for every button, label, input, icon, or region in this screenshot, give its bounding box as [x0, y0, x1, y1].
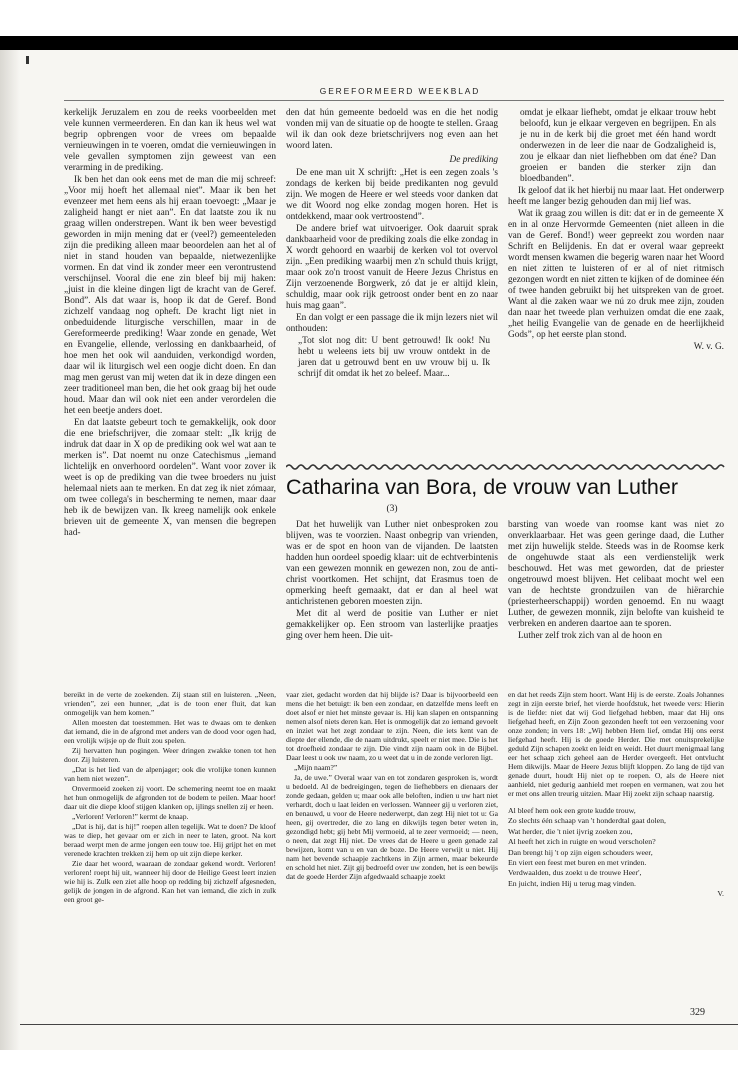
paragraph: En dat laatste gebeurt toch te gemakkelijk, ook door die ene briefschrijver, die zomaar stelt: „Ik krijg de indruk dat daar in X op de prediking ook wel wat aan te merken is”. Dat noemt nu onze Catechismus „iemand lichtelijk en onverhoord oordelen”. Want voor zover ik weet is op de prediking van die twee broeders nu juist helemaal niets aan te merken. En dat zeg ik niet zómaar, om twee collega's in bescherming te nemen, maar daar heb ik de bewijzen van. Ik kreeg namelijk ook enkele brieven uit de gemeente X, van mensen die begrepen had- — [64, 418, 276, 538]
story-signature: V. — [717, 889, 724, 899]
paragraph: kerkelijk Jeruzalem en zou de reeks voorbeelden met vele kunnen vermeerderen. En dan kan ik heus wel wat begrip opbrengen voor de vrees om bepaalde vernieuwingen in te voeren, omdat die vernieuwingen in vele gevallen symptomen zijn geweest van een verarming in de prediking. — [64, 108, 276, 173]
paragraph: Wat ik graag zou willen is dit: dat er in de gemeente X en in al onze Hervormde Gemeenten (niet alleen in die van de Geref. Bond!) weer gepreekt zou worden naar Schrift en Belijdenis. En dat er overal waar gepreekt wordt mensen kwamen die begerig waren naar het Woord en niet zitten te luisteren of er al of niet ritmisch gezongen wordt en niet zitten te kijken of de dominee één of twee handen gebruikt bij het uitspreken van de groet. Want al die zaken waar we nú zo druk mee zijn, zouden dan naar het tweede plan verhuizen omdat die ene zaak, „het heilig Evangelie van de genade en de heerlijkheid Gods”, op het eerste plan stond. — [508, 209, 724, 340]
block-quote: „Tot slot nog dit: U bent getrouwd! Ik ook! Nu hebt u weleens iets bij uw vrouw ontdekt in de jaren dat u getrouwd bent en uw vrouw bij u. Ik schrijf dit omdat ik het zo beleef. Maar... — [298, 336, 490, 379]
page-bottom-edge — [20, 1024, 738, 1025]
page-number: 329 — [690, 1007, 705, 1018]
paragraph: De ene man uit X schrijft: „Het is een zegen zoals 's zondags de kerken bij beide predikanten nog gevuld zijn. We mogen de Heere er wel steeds voor danken dat we dit Woord nog elke zondag mogen horen. Het is ontdekkend, maar ook vertroostend”. — [286, 168, 498, 222]
article-part-number: (3) — [386, 504, 398, 514]
scan-top-border — [0, 36, 738, 50]
paragraph: Zie daar het woord, waaraan de zondaar gekend wordt. Verloren! verloren! roept hij uit, wanneer hij door de Heilige Geest leert inzien wie hij is. Zulk een ziet alle hoop op redding bij zichzelf afgesneden, gelijk de jongen in de afgrond. Kan het van iemand, die zich in zulk een groot ge- — [64, 859, 276, 904]
scan-mark — [26, 56, 29, 64]
poem-line: En juicht, indien Hij u terug mag vinden. — [508, 878, 636, 888]
page-binding-shadow — [0, 50, 20, 1050]
section-subhead: De prediking — [449, 155, 498, 165]
poem-line: En viert een feest met buren en met vrinden. — [508, 858, 647, 868]
story-column-3 — [508, 690, 724, 900]
running-header: GEREFORMEERD WEEKBLAD — [319, 86, 481, 96]
story-column-1 — [64, 690, 276, 905]
paragraph: Ik geloof dat ik het hierbij nu maar laat. Het onderwerp heeft me langer bezig gehouden dan mij lief was. — [508, 186, 724, 207]
story-column-2 — [286, 690, 498, 882]
paragraph: den dat hún gemeente bedoeld was en die het nodig vonden mij van de situatie op de hoogte te stellen. Graag wil ik dan ook deze brietschrijvers nog even aan het woord laten. — [286, 108, 498, 151]
paragraph: De andere brief wat uitvoeriger. Ook daaruit sprak dankbaarheid voor de prediking zoals die elke zondag in X wordt gehoord en waarbij de kerken vol tot overvol zijn. „Een prediking waarbij men z'n schuld thuis krijgt, maar ook zo'n troost vanuit de Heere Jezus Christus en Zijn verzoenende Borgwerk, zó dat je er altijd klein, schuldig, maar ook rijk getroost onder bent en zo naar huis mag gaan”. — [286, 224, 498, 311]
paragraph: „Dat is hij, dat is hij!” roepen allen tegelijk. Wat te doen? De kloof was te diep, het gevaar om er zich in neer te laten, groot. Na kort beraad werpt men de arme jongen een touw toe. Hij grijpt het en met verenede krachten trekken zij hem op uit zijn diepe kerker. — [64, 822, 276, 858]
poem-line: Zo slechts één schaap van 't honderdtal gaat dolen, — [508, 816, 666, 826]
paragraph: Onvermoeid zoeken zij voort. De schemering neemt toe en maakt het hun onmogelijk de afgronden tot de bodem te peilen. Maar hoor! daar uit die diepe kloof stijgen klanken op, ijlings snellen zij er heen. — [64, 784, 276, 811]
paragraph: Ja, de uwe.” Overal waar van en tot zondaren gesproken is, wordt u bedoeld. Al de bedreigingen, tegen de liefhebbers en dienaars der zonde gedaan, gelden u; maar ook alle beloften, indien u uw hart niet verhardt, doch u laat leiden en verlossen. Wanneer gij u verloren ziet, en benauwd, u voor de Heere nederwerpt, dan zegt Hij niet tot u: Ga heen, gij overtreder, die zo lang en dikwijls tegen beter weten in, gezondigd hebt; gij hebt Mij vermoeid, al te zeer vermoeid; — neen, o neen, dat zegt Hij niet. De vrees dat de Heere u geen genade zal bewijzen, komt van u en van de boze. De Heere verwijt u niet. Hij nam het bevende schaapje zachtkens in Zijn armen, maar bekeurde en schold het niet. Zijt gij bedroefd over uw zonden, het is een bewijs dat de goede Herder Zijn afgedwaald schaapje zoekt — [286, 773, 498, 881]
paragraph: „Verloren! Verloren!” kermt de knaap. — [72, 812, 189, 821]
paragraph: bereikt in de verte de zoekenden. Zij staan stil en luisteren. „Neen, vrienden”, zei een hunner, „dat is de toon ener fluit, dat kan onmogelijk van hem komen.” — [64, 690, 276, 717]
paragraph: En dan volgt er een passage die ik mijn lezers niet wil onthouden: — [286, 313, 498, 334]
paragraph: „Mijn naam?” — [294, 763, 338, 772]
paragraph: en dat het reeds Zijn stem hoort. Want Hij is de eerste. Zoals Johannes zegt in zijn eerste brief, het vierde hoofdstuk, het tweede vers: Hierin is de liefde: niet dat wij God liefgehad hebben, maar dat Hij ons liefgehad heeft, en Zijn Zoon gezonden heeft tot een verzoening voor onze zonden; in vers 18: „Wij hebben Hem lief, omdat Hij ons eerst liefgehad heeft. Hij is de goede Herder. Die met onuitsprekelijke geduld Zijn schapen zoekt en leidt en weidt. Het duurt menigmaal lang eer het schaap zich geheel aan de Herder overgeeft. Het ontvlucht Hem dikwijls. Maar de Heere Jezus blijft kloppen. Zo lang de tijd van genade duurt, houdt Hij niet op te roepen. O, als de Heere niet aanhield, niet gedurig aanhield met roepen en vermanen, wat zou het er met ons allen treurig uitzien. Maar Hij zoekt zijn schaap naarstig. — [508, 690, 724, 798]
poem-line: Al heeft het zich in ruigte en woud verscholen? — [508, 837, 656, 847]
article-column-right — [508, 520, 724, 643]
column-2 — [286, 108, 498, 381]
paragraph: Luther zelf trok zich van al de hoon en — [518, 631, 663, 641]
paragraph: Zij hervatten hun pogingen. Weer dringen zwakke tonen tot hen door. Zij luisteren. — [64, 746, 276, 764]
paragraph: „Dat is het lied van de alpenjager; ook die vrolijke tonen kunnen van hem niet wezen”. — [64, 765, 276, 783]
paragraph: Allen moesten dat toestemmen. Het was te dwaas om te denken dat iemand, die in de afgrond met anders van de dood voor ogen had, een vrolijk wijsje op de fluit zou spelen. — [64, 718, 276, 745]
author-signature: W. v. G. — [693, 342, 724, 352]
paragraph: barsting van woede van roomse kant was niet zo onverklaarbaar. Het was geen geringe daad, die Luther met zijn huwelijk stelde. Steeds was in de Roomse kerk de ongehuwde staat als een verdienstelijk werk beschouwd. Het was met geworden, dat de priester ongetrouwd moest blijven. Het celibaat mocht wel een van de hechtste grondzuilen van de hiërarchie (priesterheerschappij) worden genoemd. En nu waagt Luther, de gewezen monnik, zijn belofte van kuisheid te verbreken en anderen daartoe aan te sporen. — [508, 520, 724, 629]
column-1 — [64, 108, 276, 540]
poem-line: Dan brengt hij 't op zijn eigen schouders weer, — [508, 847, 653, 857]
article-column-left — [286, 520, 498, 643]
paragraph: Ik ben het dan ook eens met de man die mij schreef: „Voor mij hoeft het allemaal niet”. Maar ik ben het evenzeer met hem eens als hij eraan toevoegt: „Maar je zaligheid hangt er niet aan”. En dat laatste zou ik nu graag willen onderstrepen. Want ik ben weer bevestigd geworden in mijn mening dat er (veel?) gemeenteleden zijn die prediking alleen maar beoordelen aan het al of niet in stand houden van bepaalde, nietwezenlijke vormen. En dat vind ik zonder meer een verontrustend verschijnsel. Vooral die ene zin bleef bij mij haken: „juist in die kleine dingen ligt de kracht van de Geref. Bond”. Als dat waar is, hoop ik dat de Geref. Bond zichzelf vandaag nog opheft. De kracht ligt niet in onbeduidende liturgische verschillen, maar in de Gereformeerde prediking! Waar zonde en genade, Wet en Evangelie, ellende, verlossing en dankbaarheid, of hoe men het ook wil aanduiden, verkondigd worden, daar wil ik liturgisch wel een oogje dicht doen. En dan mag men gerust van mij weten dat ik in deze dingen een zeer traditioneel man ben, die het ook graag bij het oude houd. Maar dan wil ook niet een ander verordelen die het een beetje anders doet. — [64, 175, 276, 416]
poem-line: Verdwaalden, dus zoekt u de trouwe Heer', — [508, 868, 642, 878]
column-3 — [508, 108, 724, 354]
block-quote: omdat je elkaar liefhebt, omdat je elkaar trouw hebt beloofd, kun je elkaar vergeven en begrijpen. En als je nu in de kerk bij die groet met één hand wordt onderwezen in de leer die naar de Godzaligheid is, zou je elkaar dan niet liefhebben om dat éne? Dan groeien er banden die sterker zijn dan bloedbanden”. — [520, 108, 716, 184]
poem — [508, 806, 724, 900]
poem-line: Al bleef hem ook een grote kudde trouw, — [508, 806, 636, 815]
article-title: Catharina van Bora, de vrouw van Luther — [286, 475, 679, 499]
wavy-divider — [286, 462, 726, 472]
poem-line: Wat herder, die 't niet ijvrig zoeken zou, — [508, 826, 633, 836]
paragraph: Dat het huwelijk van Luther niet onbesproken zou blijven, was te voorzien. Naast onbegrip van vrienden, was er de spot en hoon van de vijanden. De laatsten hadden hun oordeel spoedig klaar: uit de echtverbintenis van een gewezen monnik en gewezen non, zou de anti-christ voortkomen. Het schijnt, dat Erasmus toen de opmerking heeft gemaakt, dat er dan al heel wat antichristenen geboren moesten zijn. — [286, 520, 498, 607]
paragraph: Met dit al werd de positie van Luther er niet gemakkelijker op. Een stroom van lasterlijke praatjes ging over hem heen. Die uit- — [286, 609, 498, 641]
paragraph: vaar ziet, gedacht worden dat hij blijde is? Daar is bijvoorbeeld een mens die het betuigt: ik ben een zondaar, en datzelfde mens leeft en doet alsof er niet het minste gevaar is. Hij kan slapen en ontspanning nemen alsof niets deren kan. Het is onmogelijk dat zo iemand gevoelt en inziet wat het zegt zondaar te zijn. Neen, die iets kent van de diepte der ellende, die de naam uitdrukt, speelt er niet mee. Die is het tot droefheid zondaar te zijn. Die vindt zijn naam ook in de Bijbel. Daar leest u ook uw naam, zo u weet dat u in de zonde verloren ligt. — [286, 690, 498, 762]
header-rule — [64, 100, 724, 101]
